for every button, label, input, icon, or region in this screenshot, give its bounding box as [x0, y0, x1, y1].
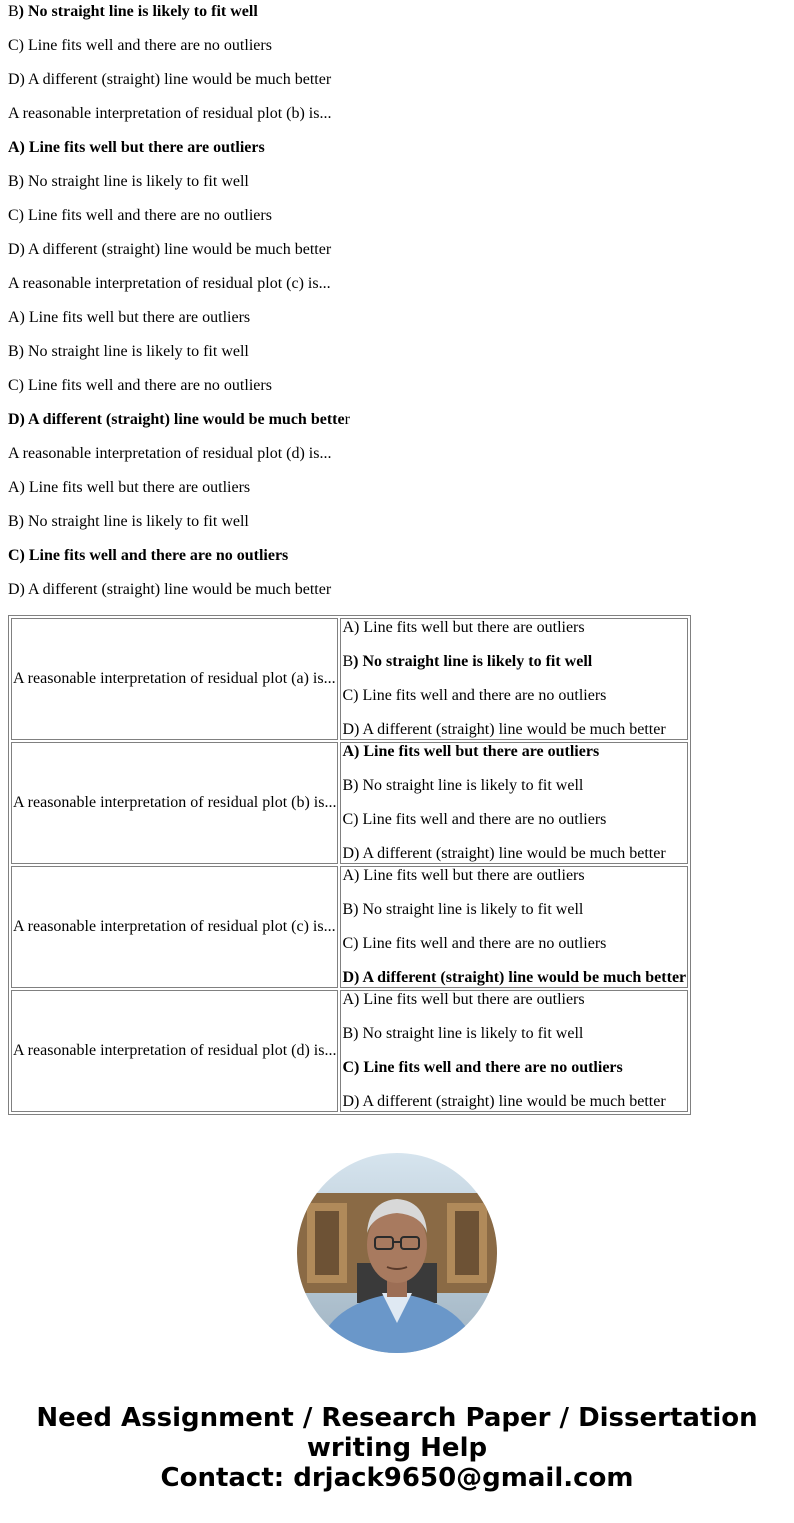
list-item: D) A different (straight) line would be much better — [8, 241, 332, 258]
list-item: A) Line fits well but there are outliers — [8, 309, 251, 326]
list-item: A) Line fits well but there are outliers — [8, 139, 265, 156]
answer-list — [8, 0, 350, 612]
option: B) No straight line is likely to fit well — [342, 777, 584, 794]
table-row — [11, 618, 688, 740]
qa-table — [8, 615, 691, 1115]
list-item: C) Line fits well and there are no outliers — [8, 207, 272, 224]
option: D) A different (straight) line would be much better — [342, 845, 666, 862]
option: A) Line fits well but there are outliers — [342, 743, 600, 760]
table-row — [11, 990, 688, 1112]
question-cell: A reasonable interpretation of residual plot (c) is... — [11, 866, 338, 988]
contact-email: Contact: drjack9650@gmail.com — [160, 1463, 634, 1493]
option: D) A different (straight) line would be much better — [342, 969, 687, 986]
table-row — [11, 742, 688, 864]
list-item: D) A different (straight) line would be much better — [8, 411, 350, 428]
option: D) A different (straight) line would be much better — [342, 1093, 666, 1110]
question-text: A reasonable interpretation of residual plot (b) is... — [8, 105, 332, 122]
promo-line: Need Assignment / Research Paper / Dissertation — [36, 1403, 758, 1433]
list-item: C) Line fits well and there are no outliers — [8, 547, 289, 564]
list-item: C) Line fits well and there are no outliers — [8, 37, 272, 54]
list-item: B) No straight line is likely to fit well — [8, 3, 258, 20]
option: A) Line fits well but there are outliers — [342, 991, 585, 1008]
options-cell — [340, 618, 688, 740]
question-cell: A reasonable interpretation of residual plot (d) is... — [11, 990, 338, 1112]
promo-banner — [0, 1403, 794, 1493]
option: C) Line fits well and there are no outliers — [342, 811, 607, 828]
option: D) A different (straight) line would be much better — [342, 721, 666, 738]
promo-line: writing Help — [306, 1433, 488, 1463]
avatar — [297, 1153, 497, 1353]
list-item: C) Line fits well and there are no outliers — [8, 377, 272, 394]
options-cell — [340, 742, 688, 864]
portrait-image — [297, 1153, 497, 1353]
list-item: B) No straight line is likely to fit well — [8, 513, 249, 530]
list-item: D) A different (straight) line would be much better — [8, 581, 332, 598]
list-item: A) Line fits well but there are outliers — [8, 479, 251, 496]
option: C) Line fits well and there are no outliers — [342, 687, 607, 704]
option: A) Line fits well but there are outliers — [342, 619, 585, 636]
list-item: D) A different (straight) line would be much better — [8, 71, 332, 88]
option: A) Line fits well but there are outliers — [342, 867, 585, 884]
options-cell — [340, 990, 688, 1112]
options-cell — [340, 866, 688, 988]
option: B) No straight line is likely to fit well — [342, 653, 593, 670]
option: B) No straight line is likely to fit well — [342, 1025, 584, 1042]
table-row — [11, 866, 688, 988]
option: C) Line fits well and there are no outliers — [342, 1059, 623, 1076]
list-item: B) No straight line is likely to fit well — [8, 343, 249, 360]
option: C) Line fits well and there are no outliers — [342, 935, 607, 952]
question-cell: A reasonable interpretation of residual plot (a) is... — [11, 618, 338, 740]
list-item: B) No straight line is likely to fit well — [8, 173, 249, 190]
question-cell: A reasonable interpretation of residual plot (b) is... — [11, 742, 338, 864]
question-text: A reasonable interpretation of residual plot (c) is... — [8, 275, 331, 292]
question-text: A reasonable interpretation of residual plot (d) is... — [8, 445, 332, 462]
option: B) No straight line is likely to fit well — [342, 901, 584, 918]
